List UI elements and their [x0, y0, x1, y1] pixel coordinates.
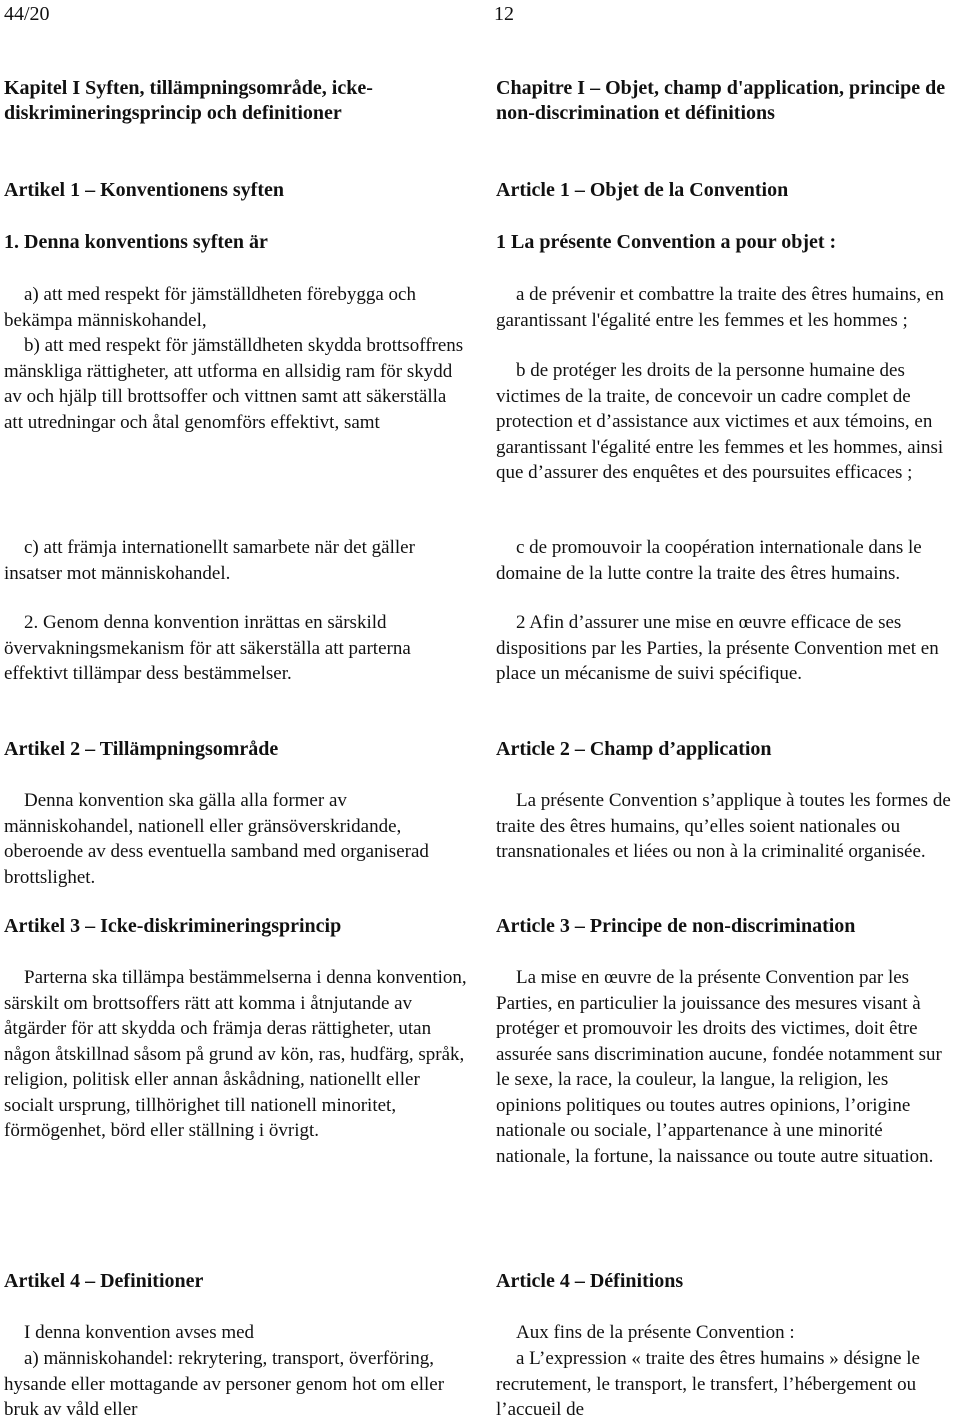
- article-1-point-c-sv: c) att främja internationellt samarbete när det gäller insatser mot människohandel.: [4, 537, 415, 584]
- article-2-heading-sv: Artikel 2 – Tillämpningsområde: [4, 738, 279, 760]
- chapter-title-sv: Kapitel I Syften, tillämpningsområde, icke-diskrimineringsprincip och definitioner: [4, 77, 373, 124]
- article-2-text-fr: La présente Convention s’applique à toutes les formes de traite des êtres humains, qu’elles soient nationales ou transnationales et liées ou non à la criminalité organisée.: [496, 790, 951, 862]
- article-1-heading-fr: Article 1 – Objet de la Convention: [496, 179, 789, 201]
- chapter-title-fr: Chapitre I – Objet, champ d'application, principe de non-discrimination et définitions: [496, 77, 946, 124]
- article-2-text-sv: Denna konvention ska gälla alla former av människohandel, nationell eller gränsöverskridande, oberoende av dess eventuella samband med organiserad brottslighet.: [4, 790, 429, 888]
- article-3-heading-fr: Article 3 – Principe de non-discrimination: [496, 915, 856, 937]
- article-4-point-a-fr: a L’expression « traite des êtres humains » désigne le recrutement, le transport, le transfert, l’hébergement ou l’accueil de: [496, 1348, 920, 1420]
- article-1-heading-sv: Artikel 1 – Konventionens syften: [4, 179, 284, 201]
- article-1-paragraph-2-fr: 2 Afin d’assurer une mise en œuvre efficace de ses dispositions par les Parties, la présente Convention met en place un mécanisme de suivi spécifique.: [496, 612, 939, 684]
- article-3-text-fr: La mise en œuvre de la présente Convention par les Parties, en particulier la jouissance des mesures visant à protéger et promouvoir les droits des victimes, doit être assurée sans discrimination aucune, fondée notamment sur le sexe, la race, la couleur, la langue, la religion, les opinions politiques ou toutes autres opinions, l’origine nationale ou sociale, l’appartenance à une minorité nationale, la fortune, la naissance ou toute autre situation.: [496, 967, 942, 1167]
- article-1-paragraph-1-fr: 1 La présente Convention a pour objet :: [496, 231, 837, 253]
- article-4-heading-sv: Artikel 4 – Definitioner: [4, 1270, 204, 1292]
- article-1-point-b-fr: b de protéger les droits de la personne humaine des victimes de la traite, de concevoir un cadre complet de protection et d’assistance aux victimes et aux témoins, en garantissant l'égalité entre les femmes et les hommes, ainsi que d’assurer des enquêtes et des poursuites efficaces ;: [496, 360, 944, 483]
- article-1-paragraph-1-sv: 1. Denna konventions syften är: [4, 231, 268, 253]
- article-2-heading-fr: Article 2 – Champ d’application: [496, 738, 772, 760]
- article-1-point-a-fr: a de prévenir et combattre la traite des êtres humains, en garantissant l'égalité entre les femmes et les hommes ;: [496, 284, 944, 331]
- page-number-left: 44/20: [4, 3, 50, 25]
- page-number-right: 12: [494, 3, 514, 25]
- article-4-intro-fr: Aux fins de la présente Convention :: [516, 1322, 795, 1343]
- article-1-point-a-sv: a) att med respekt för jämställdheten förebygga och bekämpa människohandel,: [4, 284, 416, 331]
- article-4-intro-sv: I denna konvention avses med: [24, 1322, 255, 1343]
- article-3-text-sv: Parterna ska tillämpa bestämmelserna i denna konvention, särskilt om brottsoffers rätt att komma i åtnjutande av åtgärder för att skydda och främja deras rättigheter, utan någon åtskillnad såsom på grund av kön, ras, hudfärg, språk, religion, politisk eller annan åskådning, nationellt eller socialt ursprung, tillhörighet till nationell minoritet, förmögenhet, börd eller ställning i övrigt.: [4, 967, 467, 1141]
- article-1-point-b-sv: b) att med respekt för jämställdheten skydda brottsoffrens mänskliga rättigheter, att utforma en allsidig ram för skydd av och hjälp till brottsoffer och vittnen samt att säkerställa att utredningar och åtal genomförs effektivt, samt: [4, 335, 464, 433]
- article-1-point-c-fr: c de promouvoir la coopération internationale dans le domaine de la lutte contre la traite des êtres humains.: [496, 537, 922, 584]
- article-3-heading-sv: Artikel 3 – Icke-diskrimineringsprincip: [4, 915, 342, 937]
- article-1-paragraph-2-sv: 2. Genom denna konvention inrättas en särskild övervakningsmekanism för att säkerställa att parterna effektivt tillämpar dess bestämmelser.: [4, 612, 411, 684]
- article-4-heading-fr: Article 4 – Définitions: [496, 1270, 684, 1292]
- article-4-point-a-sv: a) människohandel: rekrytering, transport, överföring, hysande eller mottagande av personer genom hot om eller bruk av våld eller: [4, 1348, 445, 1420]
